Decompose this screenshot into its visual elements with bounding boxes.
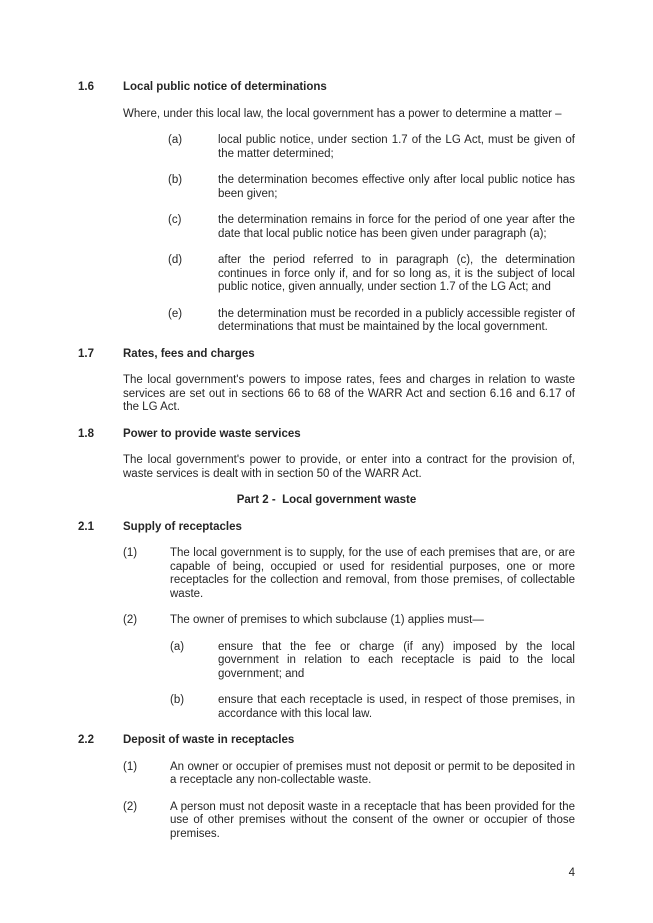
page-content — [78, 81, 575, 854]
section-body-1-8 — [123, 454, 575, 481]
item-text: the determination becomes effective only after local public notice has been given; — [218, 174, 575, 200]
section-body-2-2 — [123, 761, 575, 842]
item-marker: (b) — [170, 694, 185, 706]
item-marker: (b) — [168, 174, 183, 186]
item-marker: (2) — [123, 614, 138, 626]
item-text: ensure that each receptacle is used, in respect of those premises, in accordance with this local law. — [218, 694, 575, 720]
item-text: A person must not deposit waste in a receptacle that has been provided for the use of other premises without the consent of the owner or occupier of those premises. — [170, 800, 575, 840]
item-marker: (e) — [168, 307, 183, 320]
list-item-d — [168, 254, 575, 295]
section-title: Local public notice of determinations — [123, 81, 327, 93]
item-text: after the period referred to in paragraph (c), the determination continues in force only if, and for so long as, it is the subject of local public notice, given annually, under section 1.7 of the LG Act; and — [218, 254, 575, 293]
item-marker: (c) — [168, 214, 182, 226]
section-number: 1.8 — [78, 427, 94, 440]
clause-item-2 — [123, 801, 575, 842]
list-item-a — [168, 134, 575, 161]
part-2-heading: Part 2 - Local government waste — [236, 494, 417, 506]
item-marker: (a) — [168, 134, 183, 146]
section-heading-2-1 — [78, 521, 575, 535]
sub-item-b — [170, 694, 575, 721]
section-heading-1-7 — [78, 348, 575, 362]
list-item-b — [168, 174, 575, 201]
list-item-c — [168, 214, 575, 241]
item-marker: (2) — [123, 800, 138, 813]
item-text: the determination must be recorded in a publicly accessible register of determinations that must be maintained by the local government. — [218, 307, 575, 333]
clause-item-1 — [123, 761, 575, 788]
section-number: 1.7 — [78, 347, 94, 360]
sub-item-a — [170, 641, 575, 682]
item-text: The owner of premises to which subclause (1) applies must— — [170, 614, 484, 626]
page-number: 4 — [568, 867, 575, 879]
body-paragraph: The local government's powers to impose rates, fees and charges in relation to waste services are set out in sections 66 to 68 of the WARR Act and section 6.16 and 6.17 of the LG Act. — [123, 374, 575, 413]
item-marker: (1) — [123, 760, 138, 773]
intro-paragraph: Where, under this local law, the local government has a power to determine a matter – — [123, 107, 562, 120]
section-title: Deposit of waste in receptacles — [123, 734, 295, 746]
list-item-e — [168, 308, 575, 335]
section-body-1-7 — [123, 374, 575, 415]
item-text: ensure that the fee or charge (if any) imposed by the local government in relation to each receptacle is paid to the local government; and — [218, 640, 575, 680]
section-number: 2.2 — [78, 734, 94, 746]
body-paragraph: The local government's power to provide, or enter into a contract for the provision of, waste services is dealt with in section 50 of the WARR Act. — [123, 454, 575, 480]
item-text: local public notice, under section 1.7 of the LG Act, must be given of the matter determined; — [218, 134, 575, 160]
section-heading-2-2 — [78, 734, 575, 748]
section-body-2-1 — [123, 547, 575, 721]
item-text: the determination remains in force for the period of one year after the date that local public notice has been given under paragraph (a); — [218, 214, 575, 240]
section-heading-1-6 — [78, 81, 575, 95]
section-title: Supply of receptacles — [123, 520, 242, 533]
item-marker: (a) — [170, 640, 185, 653]
section-title: Rates, fees and charges — [123, 347, 255, 360]
clause-item-1 — [123, 547, 575, 601]
item-marker: (d) — [168, 254, 183, 266]
item-text: The local government is to supply, for the use of each premises that are, or are capable of being, occupied or used for residential purposes, one or more receptacles for the collection and removal, from those premises, of collectable waste. — [170, 547, 575, 600]
section-number: 1.6 — [78, 81, 94, 93]
section-body-1-6 — [123, 108, 575, 335]
section-title: Power to provide waste services — [123, 427, 301, 440]
item-text: An owner or occupier of premises must not deposit or permit to be deposited in a receptacle any non-collectable waste. — [170, 760, 575, 786]
item-marker: (1) — [123, 547, 138, 559]
section-number: 2.1 — [78, 520, 94, 533]
clause-item-2 — [123, 614, 575, 628]
section-heading-1-8 — [78, 428, 575, 442]
